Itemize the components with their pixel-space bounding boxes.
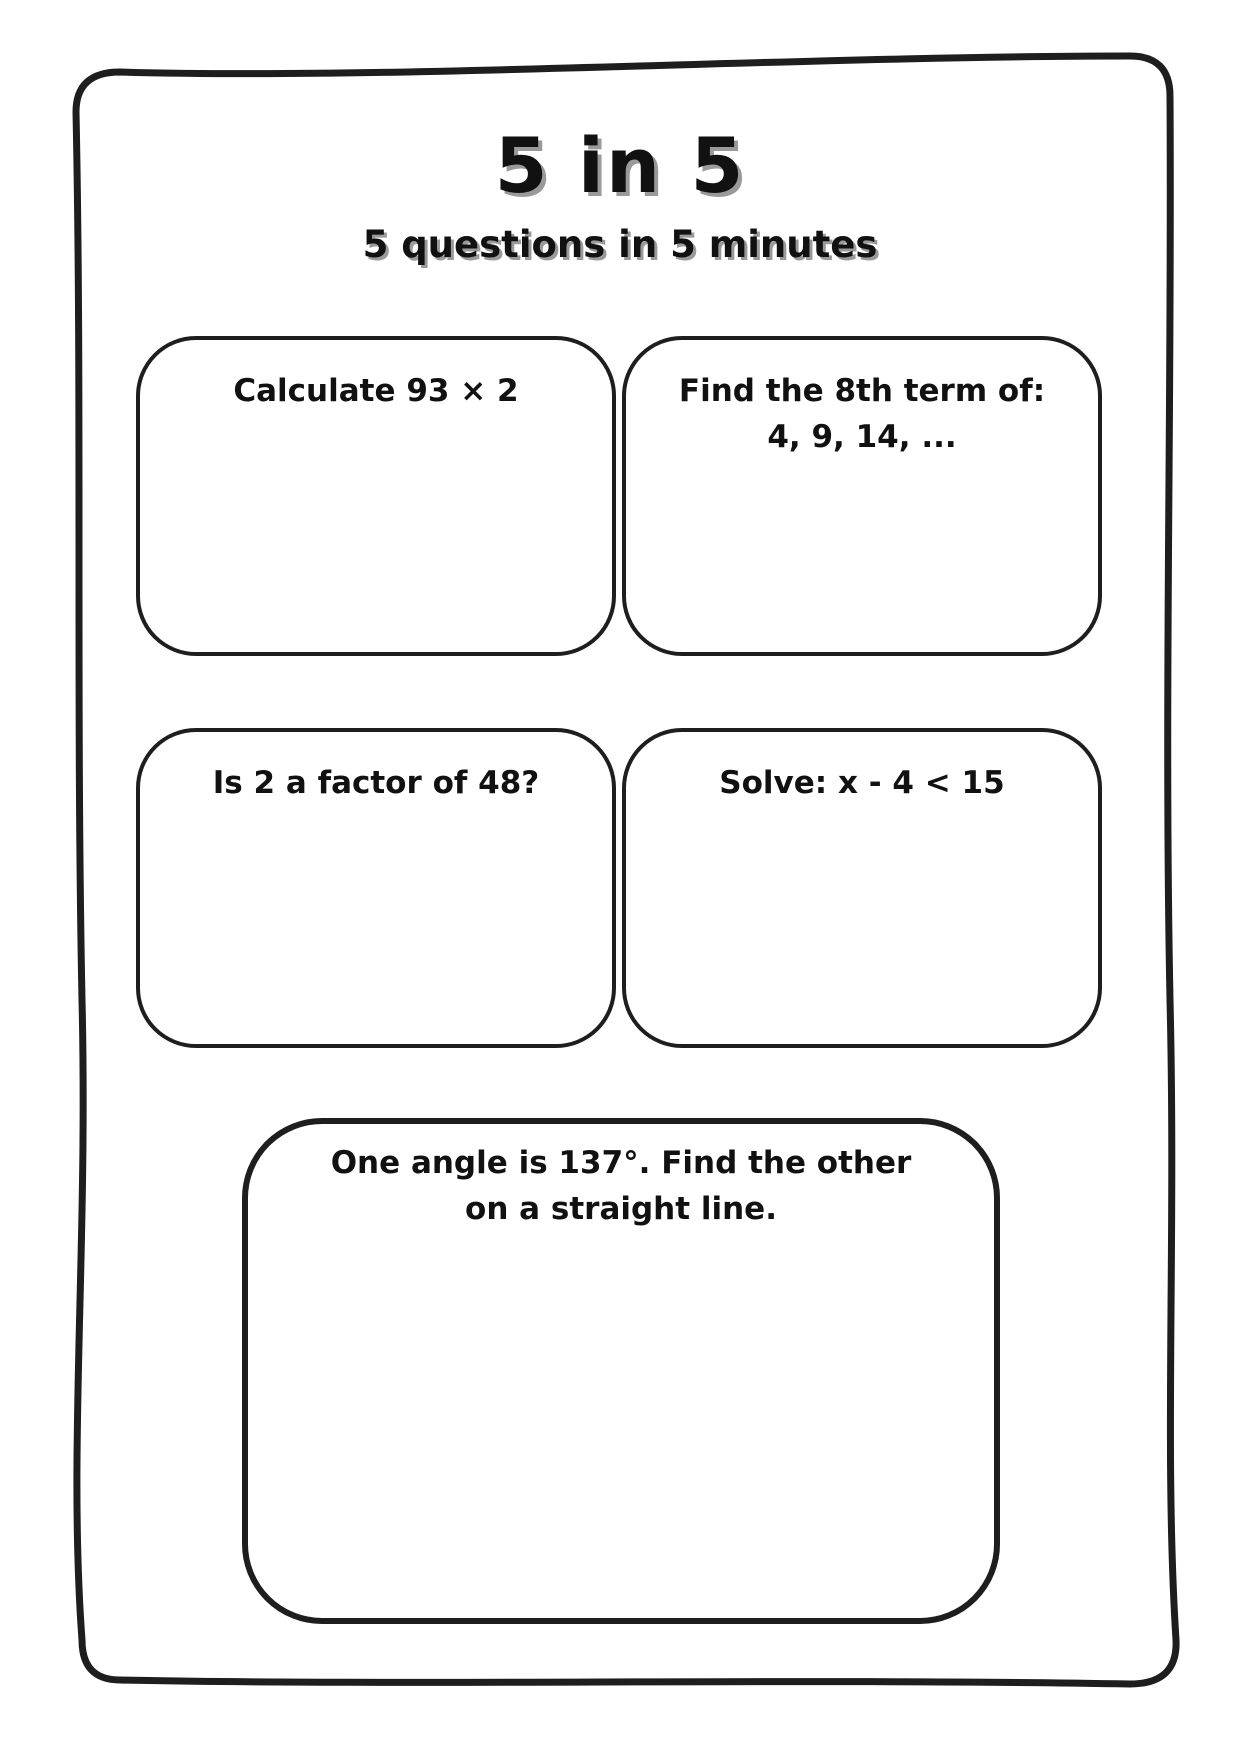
- question-5-text: One angle is 137°. Find the other on a straight line.: [330, 1145, 912, 1227]
- worksheet-subtitle: 5 questions in 5 minutes: [362, 223, 878, 266]
- question-box-5[interactable]: [242, 1118, 1000, 1624]
- question-4-text: Solve: x - 4 < 15: [719, 765, 1005, 801]
- question-1-text: Calculate 93 × 2: [233, 373, 519, 409]
- question-box-2[interactable]: [622, 336, 1102, 656]
- question-box-3[interactable]: [136, 728, 616, 1048]
- question-box-4[interactable]: [622, 728, 1102, 1048]
- question-3-text: Is 2 a factor of 48?: [212, 765, 540, 801]
- worksheet-title: 5 in 5: [494, 121, 746, 210]
- question-box-1[interactable]: [136, 336, 616, 656]
- question-2-text: Find the 8th term of: 4, 9, 14, ...: [678, 373, 1046, 455]
